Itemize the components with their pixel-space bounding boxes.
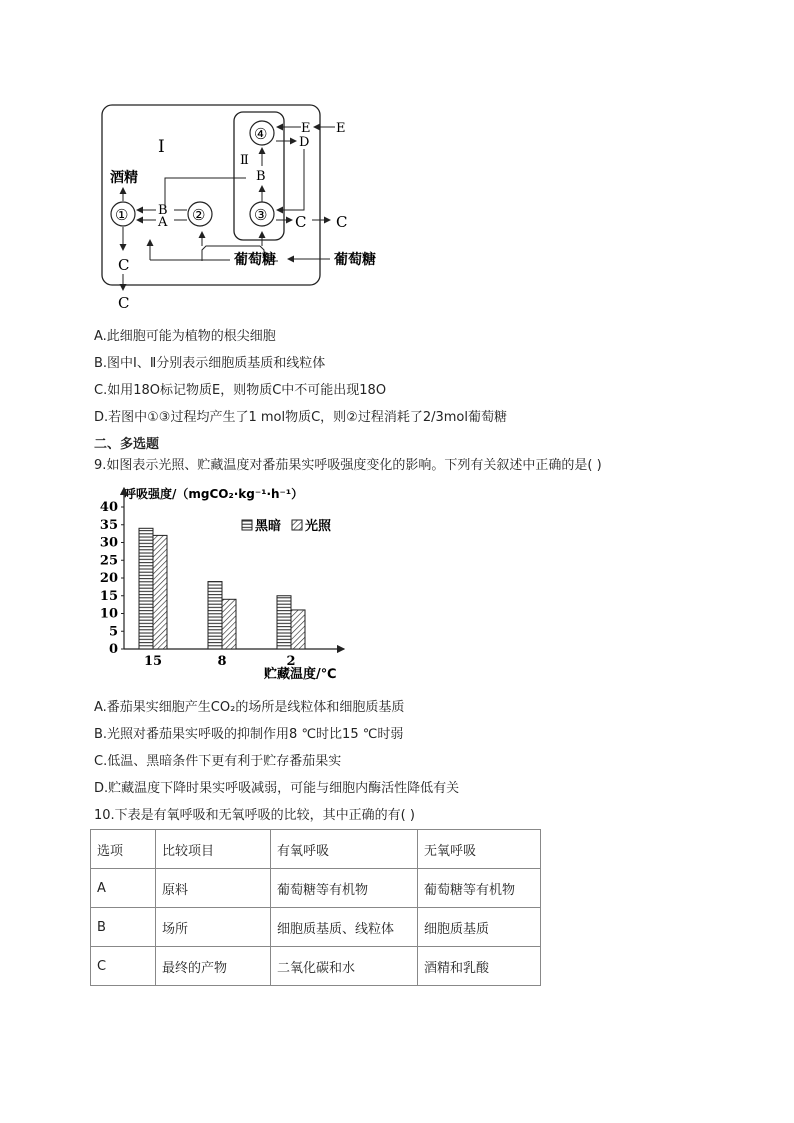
chart-y-tick-label: 35: [99, 517, 118, 533]
q9-stem: 9.如图表示光照、贮藏温度对番茄果实呼吸强度变化的影响。下列有关叙述中正确的是( ): [94, 458, 602, 473]
alcohol-label: 酒精: [110, 170, 138, 186]
chart-xlabel: 贮藏温度/℃: [264, 667, 337, 682]
q9-option-a: A.番茄果实细胞产生CO₂的场所是线粒体和细胞质基质: [94, 700, 405, 715]
region-I-label: Ⅰ: [158, 137, 165, 157]
table-cell: 葡萄糖等有机物: [271, 869, 418, 908]
chart-x-tick-label: 15: [143, 654, 163, 669]
table-row: [91, 869, 541, 908]
chart-y-tick-label: 30: [99, 535, 118, 551]
table-cell: 选项: [91, 830, 156, 869]
table-cell: 原料: [156, 869, 271, 908]
chart-bar-光照-8: [222, 599, 236, 649]
table-cell: 场所: [156, 908, 271, 947]
q9-option-b: B.光照对番茄果实呼吸的抑制作用8 ℃时比15 ℃时弱: [94, 727, 404, 742]
cell-respiration-diagram: [90, 100, 400, 315]
q8-option-d: D.若图中①③过程均产生了1 mol物质C，则②过程消耗了2/3mol葡萄糖: [94, 410, 507, 425]
q8-option-c: C.如用18O标记物质E，则物质C中不可能出现18O: [94, 383, 387, 398]
table-cell: 有氧呼吸: [271, 830, 418, 869]
table-row: [91, 908, 541, 947]
table-row: [91, 947, 541, 986]
table-cell: 葡萄糖等有机物: [418, 869, 541, 908]
table-cell: B: [91, 908, 156, 947]
chart-legend-swatch: [242, 520, 252, 530]
label-E-outer: E: [336, 121, 346, 136]
respiration-bar-chart: [92, 482, 362, 682]
table-cell: 酒精和乳酸: [418, 947, 541, 986]
label-C-bottom-inner: C: [118, 256, 130, 274]
label-B-top: B: [256, 169, 266, 184]
label-E-inner: E: [301, 121, 311, 136]
table-row: [91, 830, 541, 869]
table-cell: 比较项目: [156, 830, 271, 869]
q9-option-c: C.低温、黑暗条件下更有利于贮存番茄果实: [94, 754, 342, 769]
label-C-bottom-outer: C: [118, 294, 130, 312]
chart-bar-黑暗-8: [208, 582, 222, 649]
label-A: A: [158, 215, 168, 230]
glucose-inner-label: 葡萄糖: [234, 252, 276, 268]
table-cell: A: [91, 869, 156, 908]
cell-outline: [102, 105, 320, 285]
q8-option-b: B.图中Ⅰ、Ⅱ分别表示细胞质基质和线粒体: [94, 356, 326, 371]
process-3-label: ③: [254, 206, 268, 224]
table-cell: 最终的产物: [156, 947, 271, 986]
glucose-outer-label: 葡萄糖: [334, 252, 376, 268]
respiration-comparison-table: [90, 829, 541, 986]
chart-legend-label: 光照: [305, 519, 332, 534]
chart-bar-黑暗-15: [139, 528, 153, 649]
process-1-label: ①: [115, 206, 129, 224]
chart-y-tick-label: 20: [99, 571, 118, 586]
process-2-label: ②: [192, 206, 206, 224]
region-II-label: Ⅱ: [240, 153, 249, 168]
section-title: 二、多选题: [94, 437, 160, 452]
table-cell: 细胞质基质、线粒体: [271, 908, 418, 947]
chart-y-tick-label: 25: [99, 553, 118, 569]
chart-x-tick-label: 2: [286, 654, 296, 669]
chart-legend-label: 黑暗: [255, 519, 282, 534]
chart-legend-swatch: [292, 520, 302, 530]
q8-option-a: A.此细胞可能为植物的根尖细胞: [94, 329, 276, 344]
chart-y-tick-label: 40: [99, 500, 118, 515]
chart-y-tick-label: 0: [108, 642, 118, 657]
q9-option-d: D.贮藏温度下降时果实呼吸减弱，可能与细胞内酶活性降低有关: [94, 781, 460, 796]
label-B-left: B: [158, 203, 168, 218]
table-cell: 细胞质基质: [418, 908, 541, 947]
chart-y-tick-label: 15: [99, 588, 118, 604]
chart-bar-光照-2: [291, 610, 305, 649]
q10-stem: 10.下表是有氧呼吸和无氧呼吸的比较，其中正确的有( ): [94, 808, 415, 823]
chart-y-tick-label: 5: [108, 624, 118, 640]
label-C-inner: C: [295, 213, 307, 231]
chart-x-tick-label: 8: [217, 654, 227, 669]
table-cell: 无氧呼吸: [418, 830, 541, 869]
chart-bar-光照-15: [153, 535, 167, 649]
label-C-outer: C: [336, 213, 348, 231]
table-cell: C: [91, 947, 156, 986]
chart-y-tick-label: 10: [99, 606, 118, 622]
process-4-label: ④: [254, 125, 268, 143]
chart-ylabel: 呼吸强度/（mgCO₂·kg⁻¹·h⁻¹）: [124, 487, 304, 501]
chart-bar-黑暗-2: [277, 596, 291, 649]
table-cell: 二氧化碳和水: [271, 947, 418, 986]
label-D: D: [299, 135, 310, 150]
